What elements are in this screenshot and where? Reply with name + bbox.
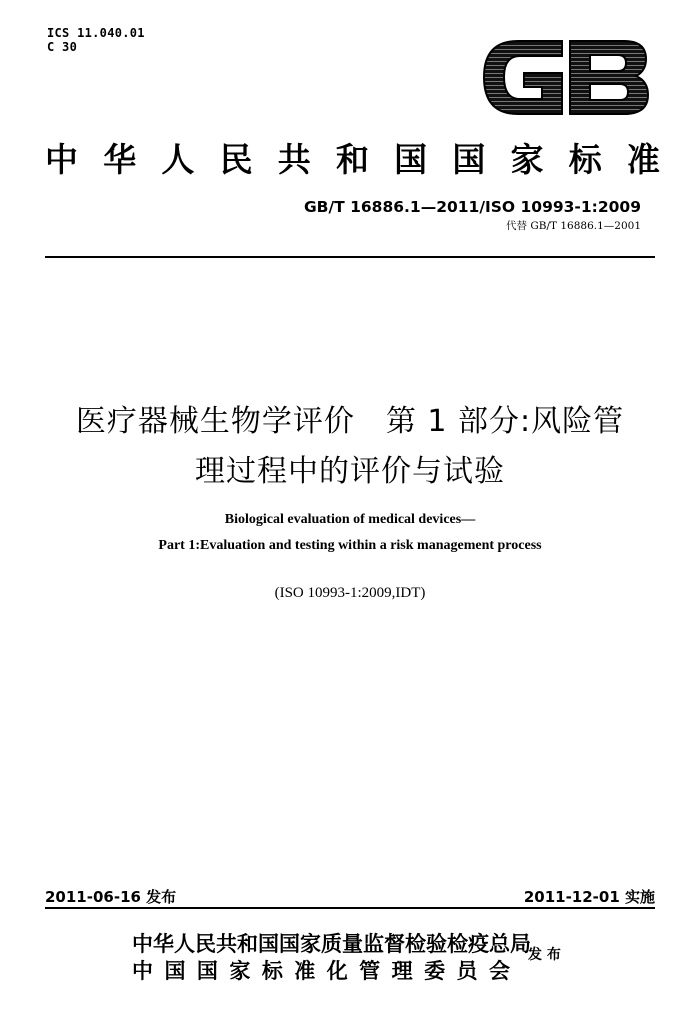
title-char: 国 xyxy=(452,140,486,179)
issuer-char: 员 xyxy=(456,958,478,983)
title-char: 华 xyxy=(103,140,137,179)
english-title-line-1: Biological evaluation of medical devices— xyxy=(224,512,476,527)
issuer-char: 准 xyxy=(294,958,316,983)
implementation-date: 2011-12-01 实施 xyxy=(523,888,655,906)
issuer-char: 国 xyxy=(164,958,186,983)
national-standard-title xyxy=(45,134,660,181)
issuer-char: 管 xyxy=(359,958,381,983)
title-char: 准 xyxy=(626,140,660,179)
title-char: 家 xyxy=(510,140,544,179)
top-divider xyxy=(45,256,655,258)
replaces-standard: 代替 GB/T 16886.1—2001 xyxy=(506,220,641,232)
classification-codes xyxy=(47,26,145,54)
title-char: 中 xyxy=(45,140,78,179)
issuer-char: 中 xyxy=(132,958,153,983)
issue-date: 2011-06-16 发布 xyxy=(45,888,177,906)
issuer-char: 会 xyxy=(488,958,510,983)
chinese-title-line-2: 理过程中的评价与试验 xyxy=(195,454,505,489)
title-char: 共 xyxy=(277,140,311,179)
title-char: 民 xyxy=(219,140,253,179)
bottom-divider xyxy=(45,907,655,909)
issuer-char: 家 xyxy=(229,958,251,983)
title-char: 人 xyxy=(161,140,195,179)
issuer-char: 国 xyxy=(196,958,218,983)
equivalence-note: (ISO 10993-1:2009,IDT) xyxy=(274,585,426,601)
title-char: 和 xyxy=(335,140,369,179)
standard-number: GB/T 16886.1—2011/ISO 10993-1:2009 xyxy=(303,198,641,216)
issuing-authority-1: 中华人民共和国国家质量监督检验检疫总局 xyxy=(132,931,531,956)
issuing-authority-2 xyxy=(132,955,510,985)
issued-label: 发 布 xyxy=(528,947,561,963)
issuer-char: 化 xyxy=(326,958,348,983)
chinese-title-line-1: 医疗器械生物学评价 第 1 部分:风险管 xyxy=(75,404,625,439)
issuer-char: 委 xyxy=(424,958,446,983)
ics-code: ICS 11.040.01 xyxy=(47,26,145,40)
gb-logo xyxy=(478,35,654,120)
title-char: 国 xyxy=(394,140,428,179)
english-title-line-2: Part 1:Evaluation and testing within a risk management process xyxy=(158,538,542,553)
ccs-code: C 30 xyxy=(47,40,78,54)
issuer-char: 标 xyxy=(261,958,283,983)
title-char: 标 xyxy=(568,140,602,179)
issuer-char: 理 xyxy=(391,958,413,983)
